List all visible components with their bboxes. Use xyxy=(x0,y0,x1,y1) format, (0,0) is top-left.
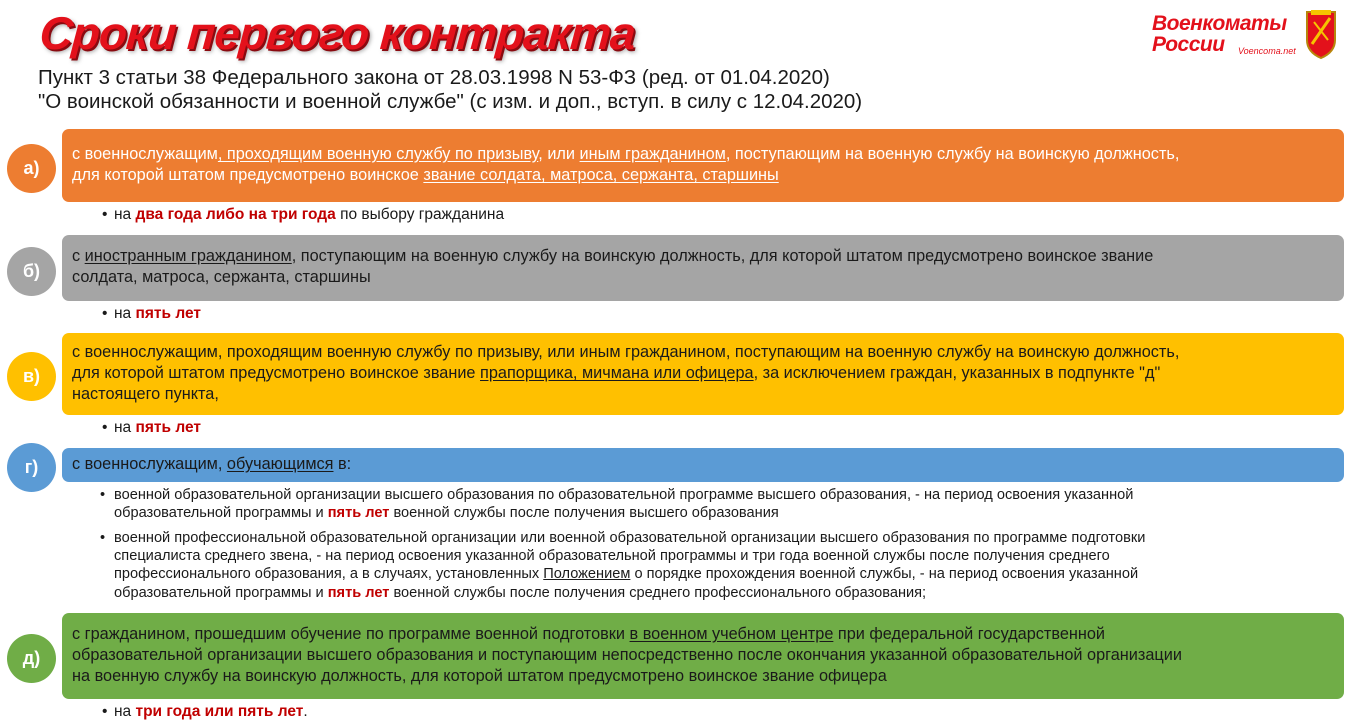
page-title: Сроки первого контракта xyxy=(38,7,637,59)
item-a-line-2: для которой штатом предусмотрено воинское звание солдата, матроса, сержанта, старшины xyxy=(72,166,779,184)
coat-of-arms-icon xyxy=(1304,10,1338,60)
item-b-marker: б) xyxy=(7,247,56,296)
item-d-sub-2: • военной профессиональной образовательной организации или военной образовательной организации высшего образования по программе подготовки специалиста среднего звена, - на период освоения указанной образовательной программы и три года военной службы после получения среднего профессионального образования, а в случаях, установленных Положением о порядке прохождения военной службы, - на период освоения указанной образовательной программы и пять лет военной службы после получения среднего профессионального образования; xyxy=(100,530,1146,601)
item-c-box xyxy=(62,333,1344,415)
item-d-sub-1: • военной образовательной организации высшего образования по образовательной программе высшего образования, - на период освоения указанной образовательной программы и пять лет военной службы после получения высшего образования xyxy=(100,487,1134,522)
item-e-line-2: образовательной организации высшего образования и поступающим непосредственно после окончания указанной образовательной организации xyxy=(72,646,1182,664)
item-a-marker: а) xyxy=(7,144,56,193)
law-reference-line-1: Пункт 3 статьи 38 Федерального закона от 28.03.1998 N 53-ФЗ (ред. от 01.04.2020) xyxy=(38,66,830,89)
item-c-line-3: настоящего пункта, xyxy=(72,385,219,403)
logo-line-1: Военкоматы xyxy=(1152,12,1287,35)
item-b-line-2: солдата, матроса, сержанта, старшины xyxy=(72,268,371,286)
item-e-term: • на три года или пять лет. xyxy=(102,703,308,720)
item-c-line-1: с военнослужащим, проходящим военную службу по призыву, или иным гражданином, поступающим на военную службу на воинскую должность, xyxy=(72,343,1180,361)
item-c-term: • на пять лет xyxy=(102,419,201,436)
item-a-line-1: с военнослужащим, проходящим военную службу по призыву, или иным гражданином, поступающим на военную службу на воинскую должность, xyxy=(72,145,1180,163)
item-d-line-1: с военнослужащим, обучающимся в: xyxy=(72,455,352,473)
item-e-line-3: на военную службу на воинскую должность, для которой штатом предусмотрено воинское звание офицера xyxy=(72,667,887,685)
item-a-term: • на два года либо на три года по выбору гражданина xyxy=(102,206,505,223)
item-b-line-1: с иностранным гражданином, поступающим на военную службу на воинскую должность, для которой штатом предусмотрено воинское звание xyxy=(72,247,1154,265)
item-d-marker: г) xyxy=(7,443,56,492)
logo-line-2: России xyxy=(1152,33,1225,56)
item-e-box xyxy=(62,613,1344,699)
law-reference-line-2: "О воинской обязанности и военной службе" (с изм. и доп., вступ. в силу с 12.04.2020) xyxy=(38,90,863,113)
item-d-box xyxy=(62,448,1344,482)
regulation-link[interactable]: Положением xyxy=(543,566,631,583)
brand-logo[interactable] xyxy=(1152,10,1342,62)
item-e-line-1: с гражданином, прошедшим обучение по программе военной подготовки в военном учебном центре при федеральной государственной xyxy=(72,625,1106,643)
item-c-line-2: для которой штатом предусмотрено воинское звание прапорщика, мичмана или офицера, за исключением граждан, указанных в подпункте "д" xyxy=(72,364,1161,382)
item-c-marker: в) xyxy=(7,352,56,401)
law-reference xyxy=(38,66,862,114)
item-e-marker: д) xyxy=(7,634,56,683)
logo-site: Voencoma.net xyxy=(1238,46,1296,56)
item-b-box xyxy=(62,235,1344,301)
item-b-term: • на пять лет xyxy=(102,305,201,322)
item-a-box xyxy=(62,129,1344,202)
